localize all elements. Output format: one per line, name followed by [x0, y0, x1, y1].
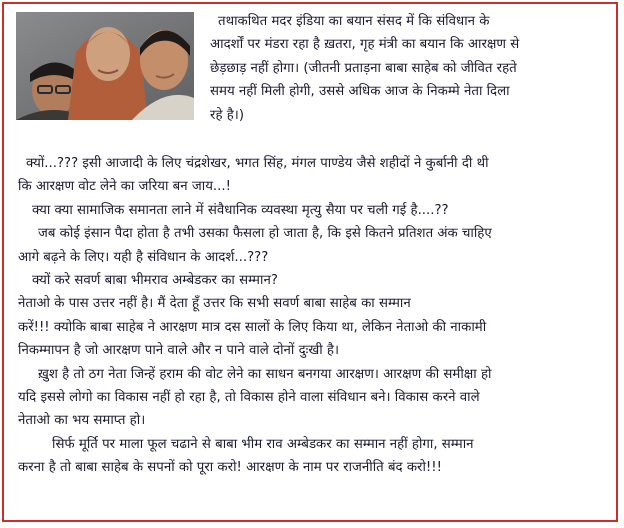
intro-paragraph — [210, 10, 519, 127]
intro-line: छेड़छाड़ नहीं होगा। (जीतनी प्रताड़ना बाबा साहेब को जीवित रहते — [210, 60, 517, 76]
body-line: करना है तो बाबा साहेब के सपनों को पूरा करो! आरक्षण के नाम पर राजनीति बंद करो!!! — [18, 460, 442, 476]
body-line: नेताओ के पास उत्तर नहीं है। मैं देता हूँ उत्तर कि सभी सवर्ण बाबा साहेब का सम्मान — [18, 296, 411, 312]
body-line: निकम्मापन है जो आरक्षण पाने वाले और न पाने वाले दोनों दुःखी है। — [18, 343, 339, 359]
body-line: सिर्फ मूर्ति पर माला फूल चढाने से बाबा भीम राव अम्बेडकर का सम्मान नहीं होगा, सम्मान — [52, 436, 474, 452]
body-paragraphs — [18, 152, 492, 479]
body-line: क्यों...??? इसी आजादी के लिए चंद्रशेखर, भगत सिंह, मंगल पाण्डेय जैसे शहीदों ने कुर्बानी दी थी — [26, 156, 489, 171]
politicians-photo — [16, 12, 194, 120]
body-line: करें!!! क्योकि बाबा साहेब ने आरक्षण मात्र दस सालों के लिए किया था, लेकिन नेताओ की नाकामी — [18, 319, 487, 335]
body-line: आगे बढ़ने के लिए। यही है संविधान के आदर्श...??? — [18, 249, 269, 265]
body-line: ख़ुश है तो ठग नेता जिन्हें हराम की वोट लेने का साधन बनगया आरक्षण। आरक्षण की समीक्षा हो — [38, 366, 492, 382]
body-line: कि आरक्षण वोट लेने का जरिया बन जाय...! — [18, 179, 231, 195]
body-line: क्यों करे सवर्ण बाबा भीमराव अम्बेडकर का सम्मान? — [32, 272, 278, 288]
intro-line: रहे है।) — [210, 107, 245, 123]
article-frame — [2, 2, 618, 522]
body-line: जब कोई इंसान पैदा होता है तभी उसका फैसला हो जाता है, कि इसे कितने प्रतिशत अंक चाहिए — [38, 226, 492, 242]
intro-line: आदर्शों पर मंडरा रहा है ख़तरा, गृह मंत्री का बयान कि आरक्षण से — [210, 37, 520, 53]
body-line: क्या क्या सामाजिक समानता लाने में संवैधानिक व्यवस्था मृत्यु सैया पर चली गई है....?? — [32, 202, 449, 218]
politicians-photo-image — [16, 12, 194, 120]
intro-line: समय नहीं मिली होगी, उससे अधिक आज के निकम्मे नेता दिला — [210, 84, 510, 100]
body-line: नेताओ का भय समाप्त हो। — [18, 413, 146, 429]
intro-line: तथाकथित मदर इंडिया का बयान संसद में कि संविधान के — [218, 14, 490, 29]
body-line: यदि इससे लोगो का विकास नहीं हो रहा है, तो विकास होने वाला संविधान बने। विकास करने वाले — [18, 389, 480, 405]
